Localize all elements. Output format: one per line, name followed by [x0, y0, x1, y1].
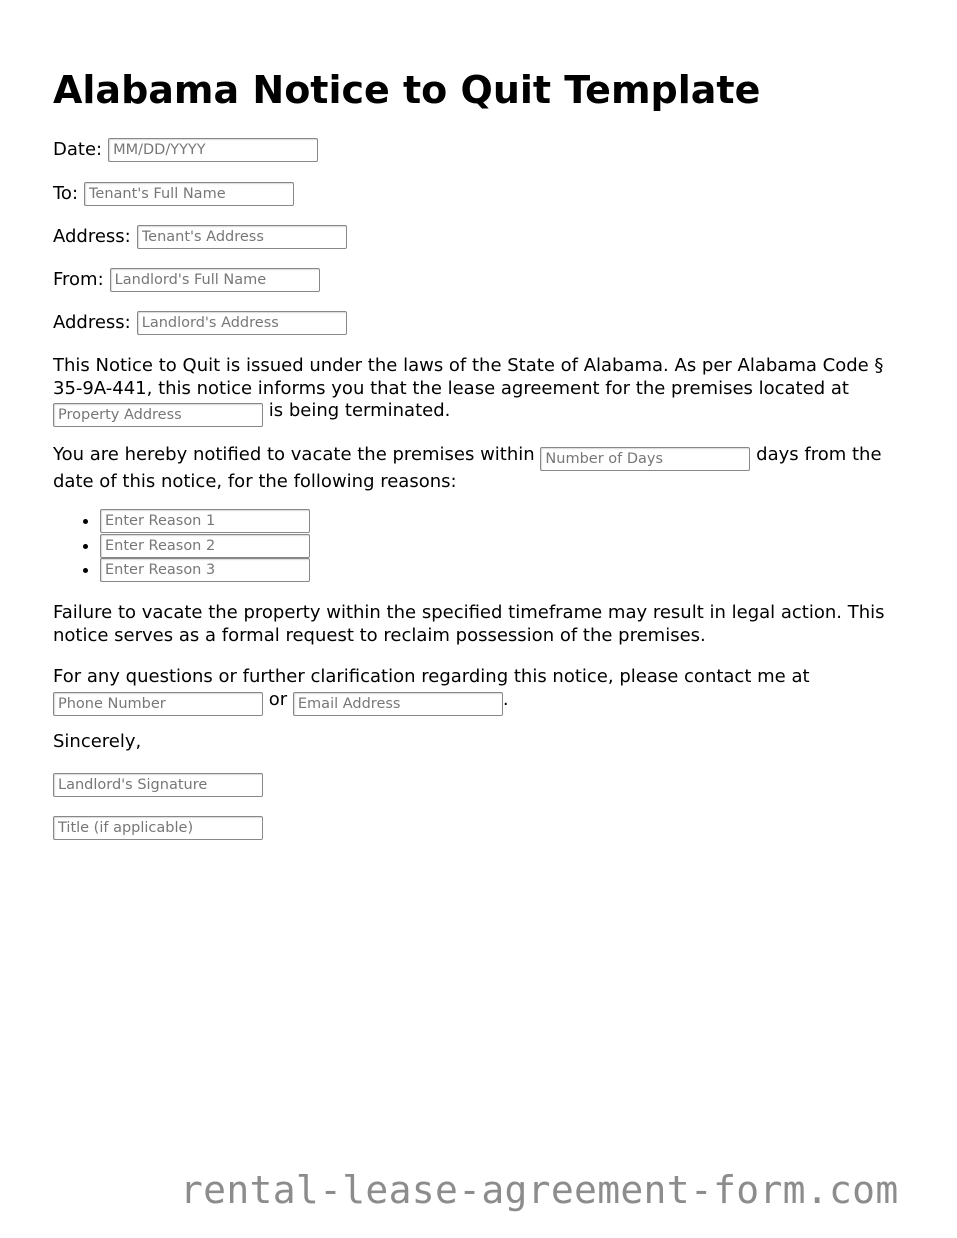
title-row — [53, 816, 263, 840]
list-item — [100, 558, 310, 583]
intro-paragraph — [53, 355, 913, 427]
number-of-days-input[interactable] — [540, 447, 750, 471]
from-row — [53, 268, 320, 292]
to-row — [53, 182, 294, 206]
reasons-list — [53, 509, 310, 583]
tenant-address-input[interactable] — [137, 225, 347, 249]
page-title: Alabama Notice to Quit Template — [53, 68, 761, 112]
contact-paragraph — [53, 666, 913, 716]
from-label: From: — [53, 269, 104, 290]
vacate-text-end: days from the date of this notice, for the following reasons: — [53, 444, 882, 492]
title-input[interactable] — [53, 816, 263, 840]
reason-3-input[interactable] — [100, 558, 310, 582]
signature-row — [53, 773, 263, 797]
intro-text: This Notice to Quit is issued under the laws of the State of Alabama. As per Alabama Code § 35-9A-441, this notice informs you that the lease agreement for the premises located at — [53, 355, 884, 399]
contact-period: . — [502, 688, 509, 710]
date-input[interactable] — [108, 138, 318, 162]
date-label: Date: — [53, 139, 103, 160]
closing-text: Sincerely, — [53, 731, 142, 752]
list-item — [100, 534, 310, 559]
intro-text-end: is being terminated. — [268, 400, 451, 421]
reason-2-input[interactable] — [100, 534, 310, 558]
landlord-name-input[interactable] — [110, 268, 320, 292]
phone-number-input[interactable] — [53, 692, 263, 716]
landlord-address-label: Address: — [53, 312, 131, 333]
watermark: rental-lease-agreement-form.com — [180, 1168, 899, 1212]
reason-1-input[interactable] — [100, 509, 310, 533]
list-item — [100, 509, 310, 534]
contact-text: For any questions or further clarification regarding this notice, please contact me at — [53, 666, 810, 687]
email-address-input[interactable] — [293, 692, 503, 716]
landlord-address-row — [53, 311, 347, 335]
tenant-address-label: Address: — [53, 226, 131, 247]
failure-paragraph: Failure to vacate the property within the specified timeframe may result in legal action. This notice serves as a formal request to reclaim possession of the premises. — [53, 602, 885, 646]
landlord-signature-input[interactable] — [53, 773, 263, 797]
to-label: To: — [53, 183, 79, 204]
vacate-text: You are hereby notified to vacate the premises within — [53, 444, 535, 465]
contact-connector: or — [268, 688, 288, 710]
tenant-name-input[interactable] — [84, 182, 294, 206]
tenant-address-row — [53, 225, 347, 249]
date-row — [53, 138, 318, 162]
vacate-paragraph — [53, 444, 913, 494]
property-address-input[interactable] — [53, 403, 263, 427]
landlord-address-input[interactable] — [137, 311, 347, 335]
